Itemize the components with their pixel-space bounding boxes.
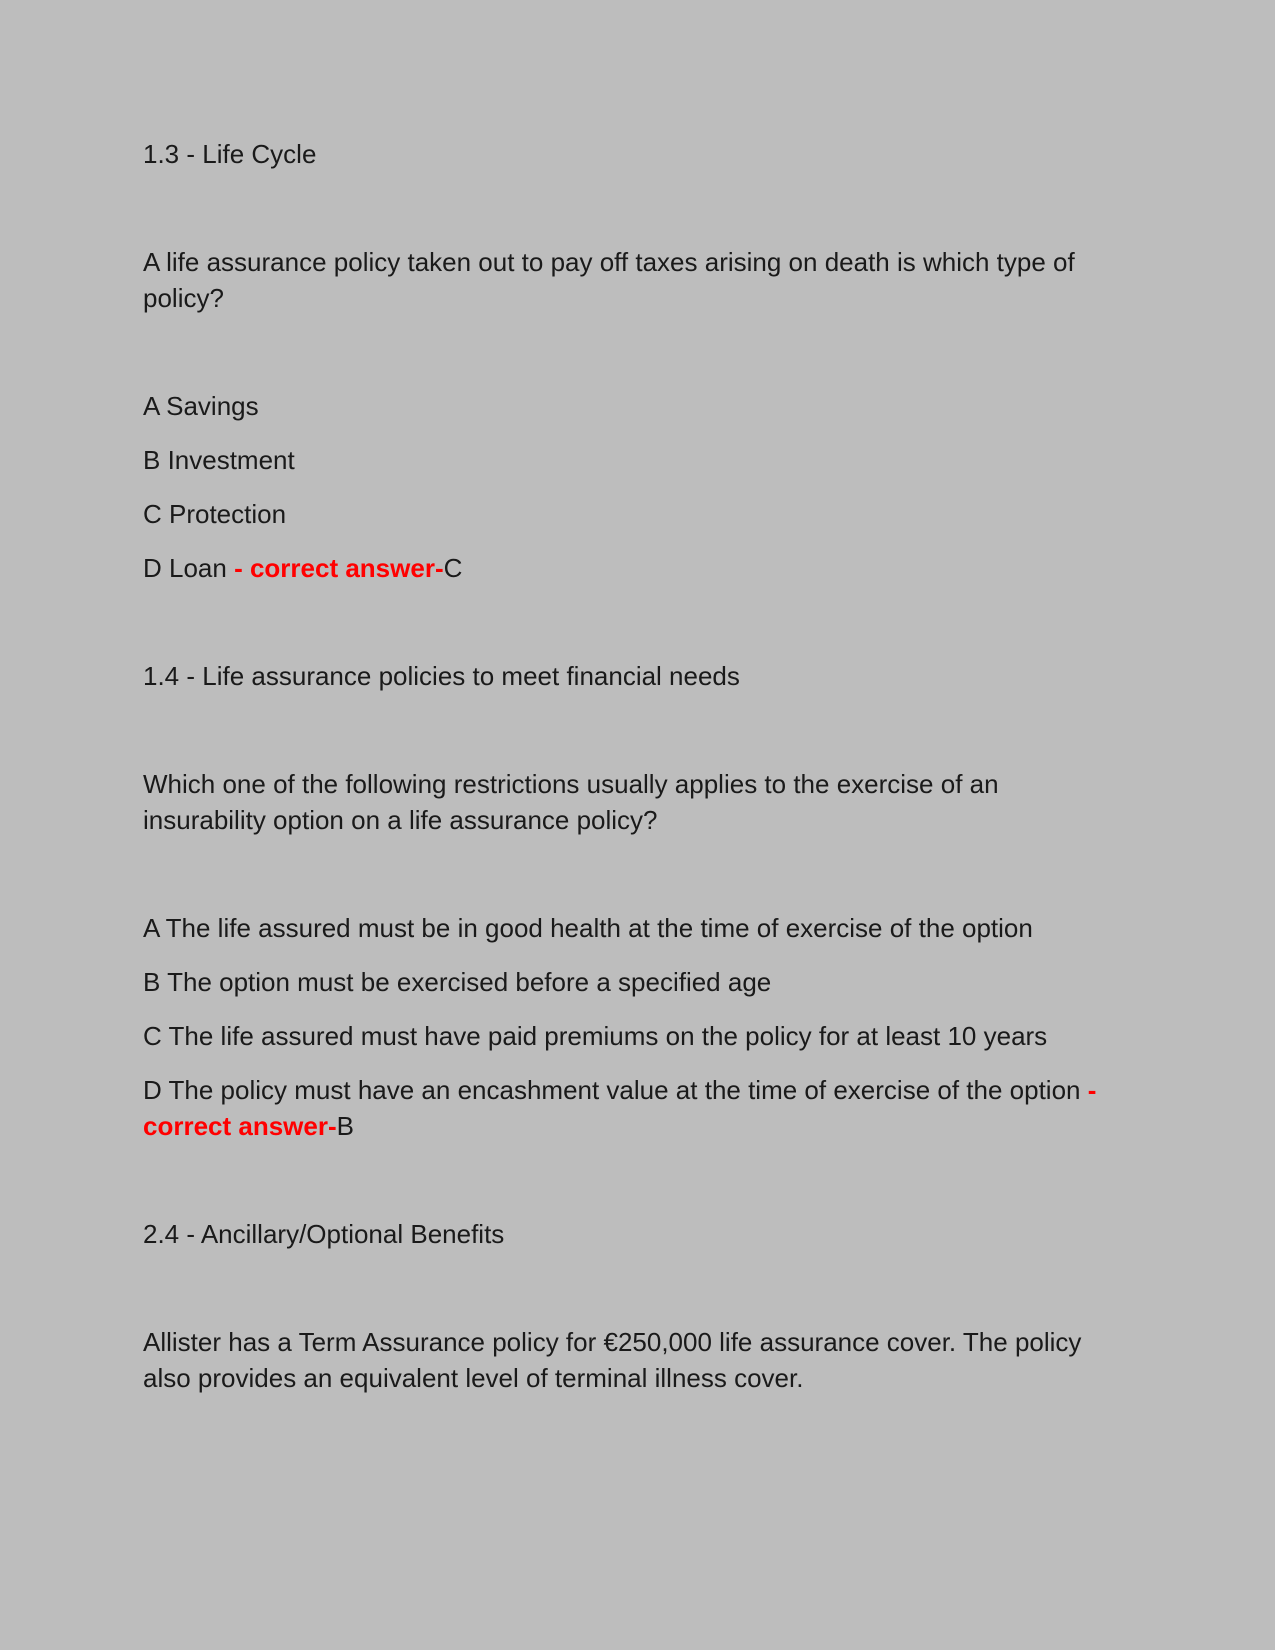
option-b: B Investment <box>143 445 295 475</box>
option-c: C The life assured must have paid premiums on the policy for at least 10 years <box>143 1021 1048 1051</box>
question-text-1-3: A life assurance policy taken out to pay off taxes arising on death is which type of policy? <box>143 247 1075 313</box>
question-text-1-4: Which one of the following restrictions usually applies to the exercise of an insurability option on a life assurance policy? <box>143 769 999 835</box>
section-heading-1-4: 1.4 - Life assurance policies to meet financial needs <box>143 661 740 691</box>
scenario-text-2-4: Allister has a Term Assurance policy for €250,000 life assurance cover. The policy also provides an equivalent level of terminal illness cover. <box>143 1327 1082 1393</box>
option-a: A Savings <box>143 391 259 421</box>
option-d-with-answer <box>143 1072 1118 1144</box>
option-b: B The option must be exercised before a specified age <box>143 967 772 997</box>
option-c: C Protection <box>143 499 287 529</box>
correct-answer-letter: B <box>336 1111 354 1141</box>
option-d-text: D The policy must have an encashment value at the time of exercise of the option <box>143 1075 1081 1105</box>
option-d-text: D Loan <box>143 553 227 583</box>
section-heading-2-4: 2.4 - Ancillary/Optional Benefits <box>143 1219 505 1249</box>
option-a: A The life assured must be in good health at the time of exercise of the option <box>143 913 1033 943</box>
correct-answer-letter: C <box>443 553 463 583</box>
section-heading-1-3: 1.3 - Life Cycle <box>143 139 317 169</box>
correct-answer-marker: - correct answer- <box>234 553 444 583</box>
option-d-with-answer <box>143 550 1118 586</box>
correct-answer-marker: - correct answer- <box>143 1075 1097 1141</box>
